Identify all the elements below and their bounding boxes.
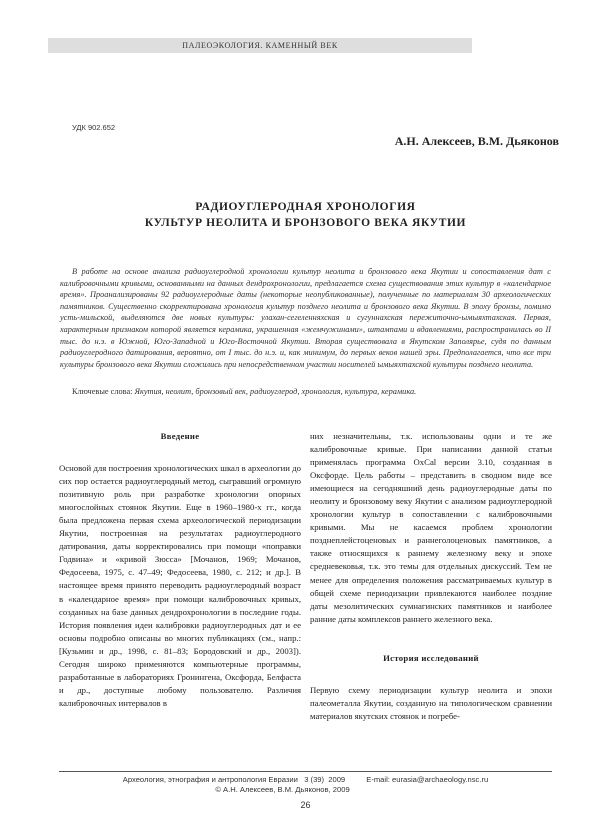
page-footer	[59, 775, 552, 795]
footer-divider	[59, 771, 552, 772]
footer-journal-line	[59, 775, 552, 785]
left-column	[59, 430, 301, 710]
footer-copyright: © А.Н. Алексеев, В.М. Дьяконов, 2009	[215, 785, 350, 794]
heading-spacer	[310, 665, 552, 684]
running-header	[48, 38, 472, 53]
section-heading-history: История исследований	[383, 652, 479, 663]
abstract: В работе на основе анализа радиоуглеродной хронологии культур неолита и бронзового века Якутии и сопоставления дат с калибровочными кривыми, основанными на данных дендрохронологии, предлагается схема существования этих культур в «календарное время». Проанализированы 92 радиоуглеродные даты (некоторые неопубликованные), полученные по материалам 30 археологических памятников. Существенно скорректирована хронология культур позднего неолита и бронзового века Якутии. В эпоху бронзы, помимо усть-мильской, выделяются две новых культуры: улахан-сегеленняхская и сугуннахская пережиточно-ымыяхтахская. Первая, характерным признаком которой является керамика, украшенная «жемчужинами», штампами и вдавлениями, распространилась во II тыс. до н.э. в Южной, Юго-Западной и Юго-Восточной Якутии. Вторая существовала в Якутском Заполярье, судя по данным радиоуглеродного датирования, вероятно, от I тыс. до н.э. и, как минимум, до первых веков нашей эры. Предполагается, что все три культуры бронзового века Якутии сложились при непосредственном участии носителей ымыяхтахской культуры позднего неолита.	[60, 267, 551, 369]
title-line-2: КУЛЬТУР НЕОЛИТА И БРОНЗОВОГО ВЕКА ЯКУТИИ	[144, 217, 467, 229]
page-number: 26	[300, 800, 311, 810]
heading-spacer	[59, 443, 301, 462]
intro-paragraph-left: Основой для построения хронологических шкал в археологии до сих пор остается радиоуглеродный метод, сыгравший огромную позитивную роль при разработке хронологии опорных многослойных стоянок Якутии. Еще в 1960–1980-х гг., когда была предложена первая схема археологической периодизации Якутии, построенная на результатах радиоуглеродного датирования, даты корректировались при помощи «поправки Годвина» и «кривой Зюсса» [Мочанов, 1969; Мочанов, Федосеева, 1975, с. 47–49; Федосеева, 1980, с. 212; и др.]. В настоящее время принято переводить радиоуглеродный возраст в «календарное время» при помощи калибровочных кривых, созданных на базе данных дендрохронологии в последние годы. История появления идеи калибровки радиоуглеродных дат и ее основы подробно описаны во многих публикациях (см., напр.: [Кузьмин и др., 1998, с. 81–83; Бородовский и др., 2003]). Сегодня широко применяются компьютерные программы, разработанные в лабораториях Гронингена, Оксфорда, Белфаста и др., доступные любому пользователю. Различия калибровочных интервалов в	[59, 463, 301, 708]
footer-email: E-mail: eurasia@archaeology.nsc.ru	[366, 775, 489, 784]
udk-code: УДК 902.652	[72, 123, 116, 132]
keywords-values: Якутия, неолит, бронзовый век, радиоуглерод, хронология, культура, керамика.	[134, 387, 417, 396]
intro-paragraph-right: них незначительны, т.к. использованы одни и те же калибровочные кривые. При написании данной статьи применялась программа OxCal версии 3.10, созданная в Оксфорде. Цель работы – представить в сводном виде все имеющиеся на сегодняшний день радиоуглеродные даты по неолиту и бронзовому веку Якутии с анализом радиоуглеродной хронологии культур в сопоставлении с калибровочными кривыми. Мы не касаемся проблем хронологии позднеплейстоценовых и раннеголоценовых памятников, а также относящихся к раннему железному веку и эпохе средневековья, т.к. это темы для отдельных дискуссий. Тем не менее для определения положения рассматриваемых культур в общей схеме периодизации привлекаются наиболее поздние даты мезолитических сумнагинских памятников и наиболее ранние даты комплексов раннего железного века.	[310, 431, 552, 624]
running-header-text: ПАЛЕОЭКОЛОГИЯ. КАМЕННЫЙ ВЕК	[182, 41, 338, 50]
section-heading-intro: Введение	[160, 431, 200, 441]
right-column	[310, 430, 552, 723]
article-title	[60, 199, 551, 231]
section-spacer	[310, 626, 552, 652]
footer-journal-name: Археология, этнография и антропология Евразии	[122, 775, 298, 784]
keywords	[60, 386, 551, 398]
footer-issue: 3 (39) 2009	[304, 775, 346, 784]
article-authors: А.Н. Алексеев, В.М. Дьяконов	[394, 134, 559, 148]
keywords-label: Ключевые слова:	[72, 387, 133, 396]
title-line-1: РАДИОУГЛЕРОДНАЯ ХРОНОЛОГИЯ	[195, 201, 416, 213]
history-paragraph: Первую схему периодизации культур неолита и эпохи палеометалла Якутии, созданную на типологическом сравнении материалов якутских стоянок и погребе-	[310, 684, 552, 721]
